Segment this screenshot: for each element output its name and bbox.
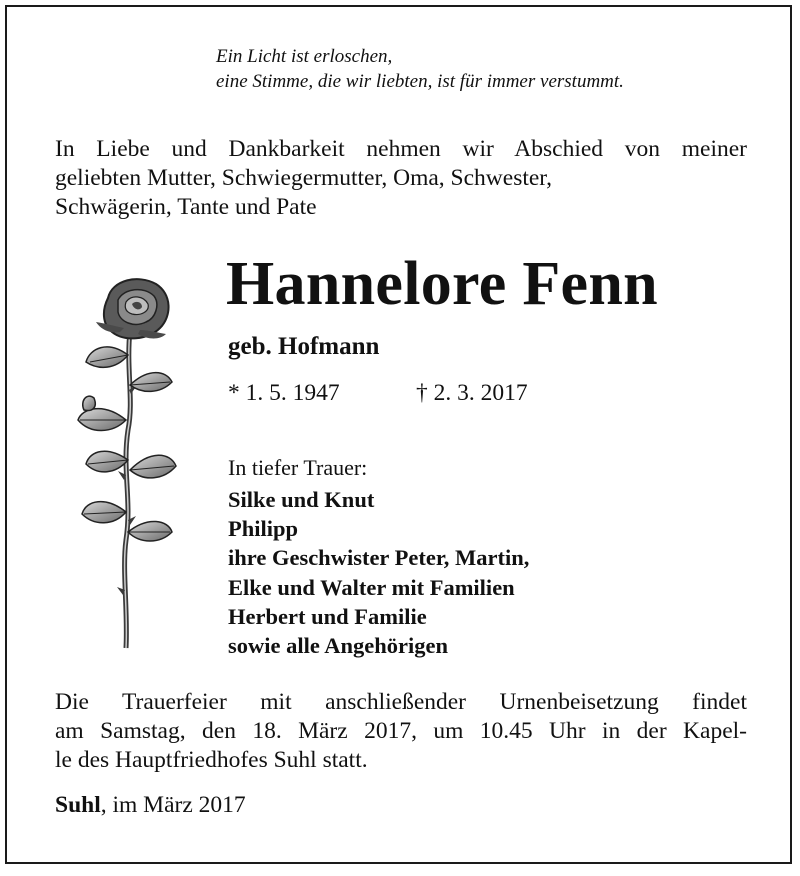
mourner-line: Silke und Knut <box>228 487 375 512</box>
intro-line-1: In Liebe und Dankbarkeit nehmen wir Abschied von meiner <box>55 136 747 162</box>
birth-name: geb. Hofmann <box>228 333 380 360</box>
rose-illustration <box>68 270 198 660</box>
mourner-line: ihre Geschwister Peter, Martin, <box>228 545 530 571</box>
mourner-line: Herbert und Familie <box>228 603 427 629</box>
mourner-line: Philipp <box>228 516 299 542</box>
mourner-line: sowie alle Angehörigen <box>228 633 448 659</box>
mourner-line: Elke und Walter mit Familien <box>228 574 515 600</box>
place-name: Suhl <box>55 792 101 818</box>
intro-line-3: Schwägerin, Tante und Pate <box>55 194 317 220</box>
death-date: † 2. 3. 2017 <box>416 380 528 406</box>
closing-date: , im März 2017 <box>100 792 246 818</box>
intro-paragraph <box>55 135 747 222</box>
funeral-details <box>55 688 747 775</box>
funeral-line-1: Die Trauerfeier mit anschließender Urnenbeisetzung findet <box>55 689 747 715</box>
mourning-heading: In tiefer Trauer: <box>228 455 368 480</box>
place-date-line <box>55 791 246 820</box>
deceased-name: Hannelore Fenn <box>226 250 658 318</box>
funeral-line-3: le des Hauptfriedhofes Suhl statt. <box>55 747 368 773</box>
life-dates <box>228 378 528 408</box>
motto-line-2: eine Stimme, die wir liebten, ist für immer verstummt. <box>216 71 624 92</box>
funeral-line-2: am Samstag, den 18. März 2017, um 10.45 Uhr in der Kapel- <box>55 718 747 744</box>
motto-line-1: Ein Licht ist erloschen, <box>216 46 393 67</box>
mourners-list <box>228 485 529 660</box>
birth-date: * 1. 5. 1947 <box>228 380 340 406</box>
motto-quote <box>216 44 624 94</box>
intro-line-2: geliebten Mutter, Schwiegermutter, Oma, Schwester, <box>55 165 553 191</box>
